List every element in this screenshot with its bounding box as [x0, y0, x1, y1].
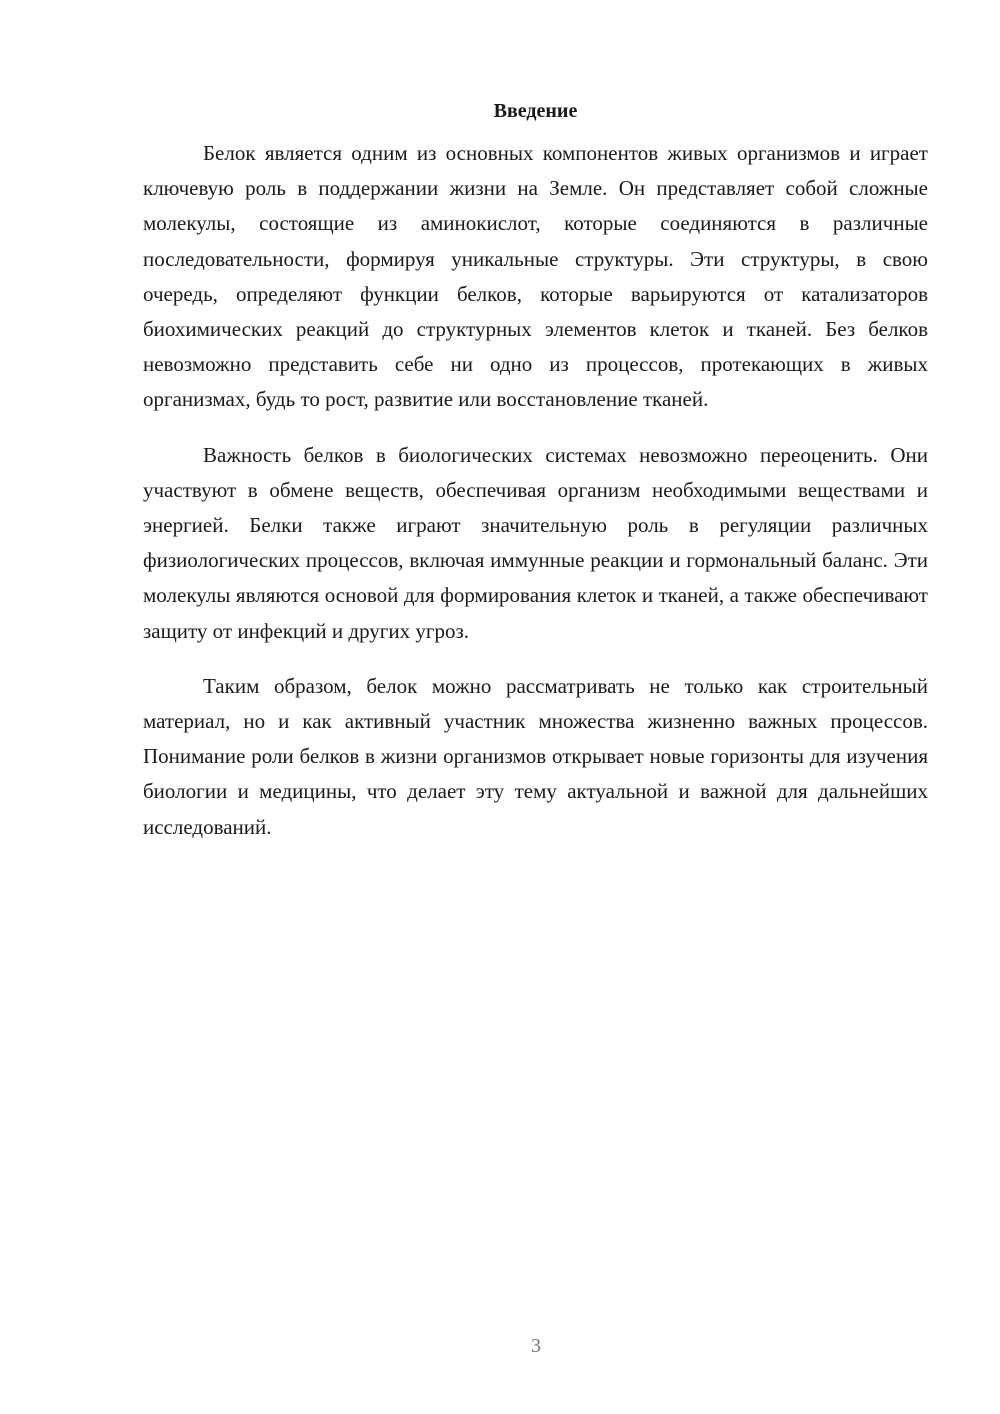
page-number: 3	[531, 1335, 541, 1357]
paragraph-3: Таким образом, белок можно рассматривать не только как строительный материал, но и как активный участник множества жизненно важных процессов. Понимание роли белков в жизни организмов открывает новые горизонты для изучения биологии и медицины, что делает эту тему актуальной и важной для дальнейших исследований.	[143, 673, 928, 839]
page-body	[143, 96, 928, 865]
paragraph-1: Белок является одним из основных компонентов живых организмов и играет ключевую роль в поддержании жизни на Земле. Он представляет собой сложные молекулы, состоящие из аминокислот, которые соединяются в различные последовательности, формируя уникальные структуры. Эти структуры, в свою очередь, определяют функции белков, которые варьируются от катализаторов биохимических реакций до структурных элементов клеток и тканей. Без белков невозможно представить себе ни одно из процессов, протекающих в живых организмах, будь то рост, развитие или восстановление тканей.	[143, 141, 928, 412]
paragraph-2: Важность белков в биологических системах невозможно переоценить. Они участвуют в обмене веществ, обеспечивая организм необходимыми веществами и энергией. Белки также играют значительную роль в регуляции различных физиологических процессов, включая иммунные реакции и гормональный баланс. Эти молекулы являются основой для формирования клеток и тканей, а также обеспечивают защиту от инфекций и других угроз.	[143, 442, 928, 643]
section-title: Введение	[493, 100, 578, 122]
